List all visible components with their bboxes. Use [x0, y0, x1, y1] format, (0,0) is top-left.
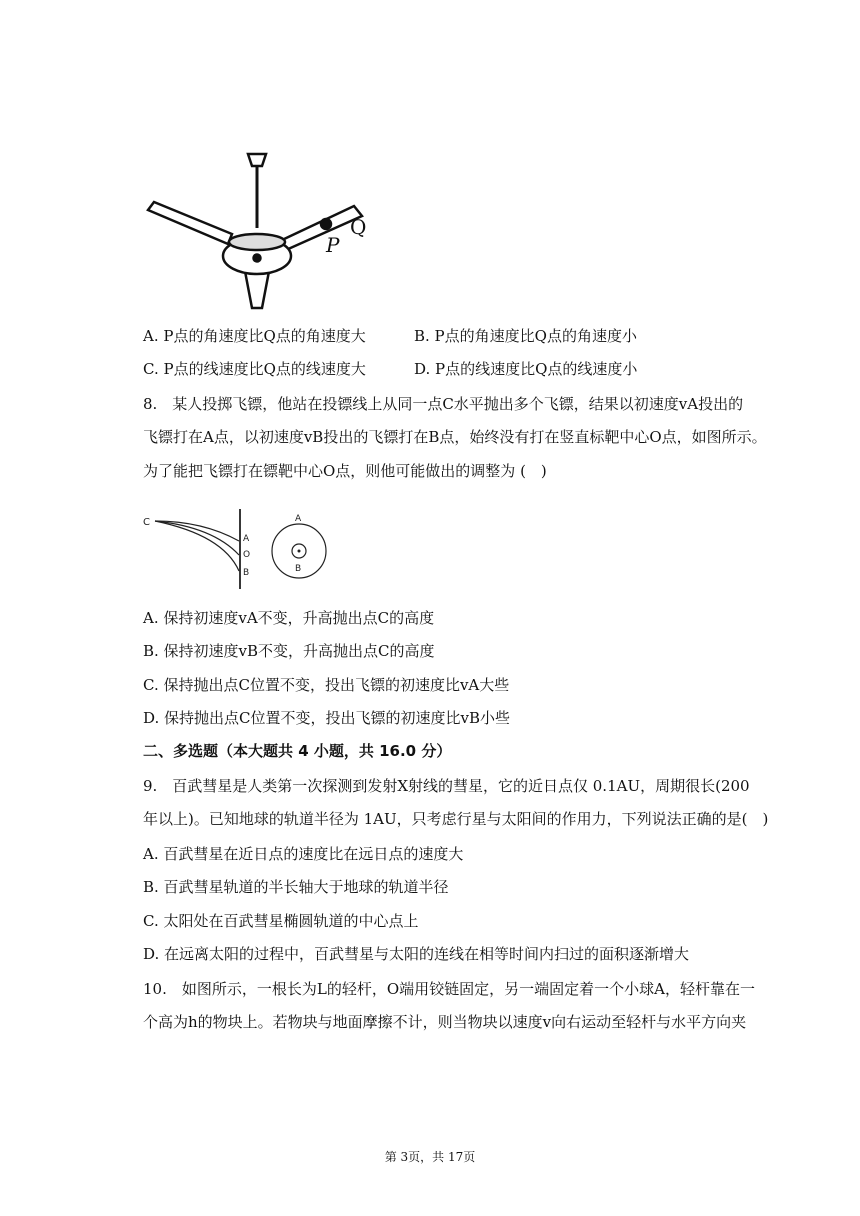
q10-stem-line-1: 10. 如图所示，一根长为L的轻杆，O端用铰链固定，另一端固定着一个小球A，轻杆靠在一 — [143, 980, 755, 998]
q8-stem-line-2: 飞镖打在A点，以初速度vB投出的飞镖打在B点，始终没有打在竖直标靶中心O点，如图所示。 — [143, 428, 767, 446]
q9-stem-line-2: 年以上)。已知地球的轨道半径为 1AU，只考虑行星与太阳间的作用力，下列说法正确的是( ) — [143, 810, 769, 828]
point-o-label: O — [243, 550, 251, 560]
q8-option-c[interactable]: C. 保持抛出点C位置不变，投出飞镖的初速度比vA大些 — [143, 676, 510, 694]
q7-option-d[interactable]: D. P点的线速度比Q点的线速度小 — [414, 360, 638, 378]
section-title: 二、多选题（本大题共 4 小题，共 16.0 分） — [143, 742, 452, 760]
q9-stem-line-1: 9. 百武彗星是人类第一次探测到发射X射线的彗星，它的近日点仅 0.1AU，周期很长(200 — [143, 777, 750, 795]
q7-option-b[interactable]: B. P点的角速度比Q点的角速度小 — [414, 327, 637, 345]
ceiling-fan-figure — [140, 148, 400, 318]
target-b-label: B — [295, 564, 302, 574]
page-number: 第 3页，共 17页 — [384, 1150, 476, 1164]
q9-option-c[interactable]: C. 太阳处在百武彗星椭圆轨道的中心点上 — [143, 912, 419, 930]
point-q-label: Q — [350, 215, 367, 239]
dart-target-figure — [143, 505, 343, 590]
q10-stem-line-2: 个高为h的物块上。若物块与地面摩擦不计，则当物块以速度v向右运动至轻杆与水平方向夹 — [143, 1013, 747, 1031]
q8-option-b[interactable]: B. 保持初速度vB不变，升高抛出点C的高度 — [143, 642, 435, 660]
q8-option-a[interactable]: A. 保持初速度vA不变，升高抛出点C的高度 — [143, 609, 435, 627]
q8-stem-line-1: 8. 某人投掷飞镖，他站在投镖线上从同一点C水平抛出多个飞镖，结果以初速度vA投出的 — [143, 395, 744, 413]
point-b-label: B — [243, 568, 250, 578]
point-c-label: C — [143, 517, 150, 528]
q9-option-b[interactable]: B. 百武彗星轨道的半长轴大于地球的轨道半径 — [143, 878, 449, 896]
point-p-label: P — [326, 233, 340, 257]
q9-option-a[interactable]: A. 百武彗星在近日点的速度比在远日点的速度大 — [143, 845, 464, 863]
target-a-label: A — [295, 514, 302, 524]
q7-option-c[interactable]: C. P点的线速度比Q点的线速度大 — [143, 360, 366, 378]
q8-option-d[interactable]: D. 保持抛出点C位置不变，投出飞镖的初速度比vB小些 — [143, 709, 511, 727]
point-a-label: A — [243, 534, 250, 544]
q8-stem-line-3: 为了能把飞镖打在镖靶中心O点，则他可能做出的调整为 ( ) — [143, 462, 547, 480]
q9-option-d[interactable]: D. 在远离太阳的过程中，百武彗星与太阳的连线在相等时间内扫过的面积逐渐增大 — [143, 945, 690, 963]
q7-option-a[interactable]: A. P点的角速度比Q点的角速度大 — [143, 327, 366, 345]
